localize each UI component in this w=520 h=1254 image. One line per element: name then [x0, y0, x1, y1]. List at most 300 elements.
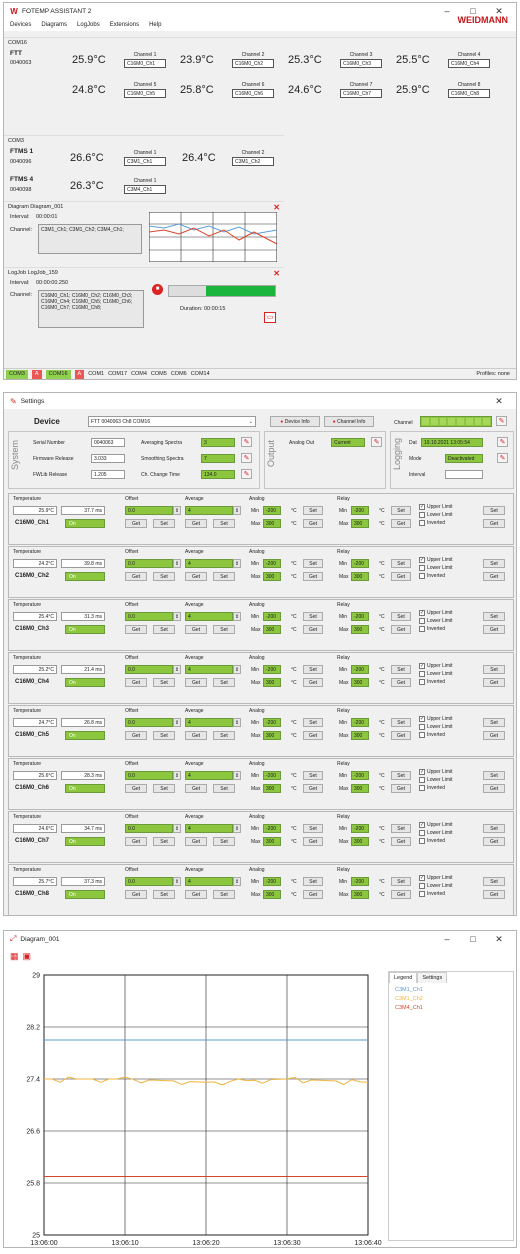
analog-max-unit: °C [291, 839, 297, 845]
menu-diagrams[interactable]: Diagrams [41, 22, 68, 28]
inverted-checkbox[interactable] [419, 838, 425, 844]
offset-get-button[interactable]: Get [125, 837, 147, 846]
relay-min-field[interactable]: -200 [351, 824, 369, 833]
average-label: Average [185, 496, 204, 502]
average-spinner[interactable]: ⇕ [234, 508, 240, 514]
average-get-button[interactable]: Get [185, 784, 207, 793]
relay-min-field[interactable]: -200 [351, 559, 369, 568]
analog-min-unit: °C [291, 879, 297, 885]
analog-min-label: Min [251, 667, 260, 673]
averaging-field[interactable]: 3 [201, 438, 235, 447]
ch-name[interactable]: C16M0_Ch3 [340, 59, 382, 68]
analog-min-field[interactable]: -200 [263, 718, 281, 727]
channel-on-toggle[interactable] [65, 890, 105, 899]
port-com17[interactable]: COM17 [108, 371, 128, 377]
channel-name: C16M0_Ch3 [15, 626, 50, 632]
analog-min-field[interactable]: -200 [263, 824, 281, 833]
average-field[interactable]: 4 [185, 612, 233, 621]
relay-set-button[interactable]: Set [391, 771, 411, 780]
lower-limit-checkbox[interactable] [419, 565, 425, 571]
menu-devices[interactable]: Devices [10, 22, 32, 28]
relay-mode-set-button[interactable]: Set [483, 559, 505, 568]
fwlib-label: FWLib Release [33, 472, 68, 478]
relay-get-button[interactable]: Get [391, 519, 411, 528]
offset-spinner[interactable]: ⇕ [174, 614, 180, 620]
x-tick-label: 13:06:20 [192, 1240, 220, 1247]
average-spinner[interactable]: ⇕ [234, 720, 240, 726]
channel-on-toggle[interactable] [65, 572, 105, 581]
offset-spinner[interactable]: ⇕ [174, 720, 180, 726]
relay-min-field[interactable]: -200 [351, 506, 369, 515]
tab-legend[interactable]: Legend [389, 972, 417, 983]
offset-field[interactable]: 0.0 [125, 877, 173, 886]
channel-info-button[interactable] [324, 416, 374, 427]
menu-logjobs[interactable]: LogJobs [77, 22, 100, 28]
inverted-checkbox[interactable] [419, 520, 425, 526]
analog-set-button[interactable]: Set [303, 824, 323, 833]
temperature-label: Temperature [13, 602, 42, 608]
relay-mode-get-button[interactable]: Get [483, 784, 505, 793]
relay-mode-get-button[interactable]: Get [483, 731, 505, 740]
device-name: FTT [10, 50, 22, 57]
relay-set-button[interactable]: Set [391, 612, 411, 621]
upper-limit-checkbox[interactable]: ✓ [420, 504, 425, 510]
close-logjob-icon[interactable]: ✕ [273, 269, 280, 278]
channel-on-toggle[interactable] [65, 784, 105, 793]
port-com4[interactable]: COM4 [131, 371, 147, 377]
offset-get-button[interactable]: Get [125, 572, 147, 581]
relay-label: Relay [337, 867, 350, 873]
relay-mode-get-button[interactable]: Get [483, 519, 505, 528]
ch-label: Channel 4 [457, 52, 481, 58]
x-tick-label: 13:06:10 [111, 1240, 139, 1247]
offset-get-button[interactable]: Get [125, 678, 147, 687]
menu-extensions[interactable]: Extensions [109, 22, 140, 28]
lower-limit-checkbox[interactable] [419, 671, 425, 677]
analog-set-button[interactable]: Set [303, 877, 323, 886]
average-label: Average [185, 761, 204, 767]
channel-selector[interactable] [420, 416, 492, 427]
diagram-channel-list: C3M1_Ch1; C3M1_Ch2; C3M4_Ch1; [38, 224, 142, 254]
logging-interval-field[interactable] [445, 470, 483, 479]
analog-get-button[interactable]: Get [303, 678, 323, 687]
system-group [8, 431, 260, 489]
analog-get-button[interactable]: Get [303, 784, 323, 793]
ch-name[interactable]: C16M0_Ch6 [232, 89, 274, 98]
average-get-button[interactable]: Get [185, 625, 207, 634]
diagram-preview[interactable] [149, 212, 277, 262]
relay-max-unit: °C [379, 574, 385, 580]
lower-limit-checkbox[interactable] [419, 618, 425, 624]
offset-spinner[interactable]: ⇕ [174, 667, 180, 673]
mode-label: Mode [409, 456, 422, 462]
device-info-button[interactable] [270, 416, 320, 427]
ch-name[interactable]: C16M0_Ch4 [448, 59, 490, 68]
diagram-minimize-icon[interactable]: – [444, 934, 450, 944]
average-get-button[interactable]: Get [185, 678, 207, 687]
relay-mode-set-button[interactable]: Set [483, 506, 505, 515]
relay-min-unit: °C [379, 879, 385, 885]
analog-min-label: Min [251, 561, 260, 567]
close-diagram-icon[interactable]: ✕ [273, 203, 280, 212]
offset-get-button[interactable]: Get [125, 890, 147, 899]
average-set-button[interactable]: Set [213, 519, 235, 528]
analog-max-unit: °C [291, 574, 297, 580]
ch-label: Channel 2 [241, 52, 265, 58]
upper-limit-checkbox[interactable]: ✓ [420, 875, 425, 881]
relay-mode-get-button[interactable]: Get [483, 837, 505, 846]
average-spinner[interactable]: ⇕ [234, 773, 240, 779]
smoothing-field[interactable]: 7 [201, 454, 235, 463]
average-set-button[interactable]: Set [213, 784, 235, 793]
offset-set-button[interactable]: Set [153, 890, 175, 899]
analog-max-field[interactable]: 300 [263, 784, 281, 793]
ftms1-ch2-temp: 26.4°C [182, 152, 216, 164]
channel-seg [422, 418, 429, 425]
offset-field[interactable]: 0.0 [125, 612, 173, 621]
relay-set-button[interactable]: Set [391, 665, 411, 674]
offset-spinner[interactable]: ⇕ [174, 561, 180, 567]
settings-close-icon[interactable]: ✕ [495, 395, 503, 406]
stop-logjob-icon[interactable]: ■ [152, 284, 163, 295]
inverted-checkbox[interactable] [419, 891, 425, 897]
inverted-checkbox[interactable] [419, 679, 425, 685]
lower-limit-checkbox[interactable] [419, 830, 425, 836]
ch-name[interactable]: C16M0_Ch7 [340, 89, 382, 98]
analog-min-unit: °C [291, 508, 297, 514]
channel-on-toggle[interactable] [65, 731, 105, 740]
relay-min-field[interactable]: -200 [351, 771, 369, 780]
averaging-edit-icon[interactable]: ✎ [241, 437, 252, 447]
analog-min-field[interactable]: -200 [263, 506, 281, 515]
channel-on-toggle[interactable] [65, 837, 105, 846]
ftms4-ch1-name[interactable]: C3M4_Ch1 [124, 185, 166, 194]
analog-set-button[interactable]: Set [303, 771, 323, 780]
relay-min-field[interactable]: -200 [351, 718, 369, 727]
analog-min-field[interactable]: -200 [263, 877, 281, 886]
relay-get-button[interactable]: Get [391, 837, 411, 846]
analog-set-button[interactable]: Set [303, 506, 323, 515]
average-label: Average [185, 655, 204, 661]
analog-max-field[interactable]: 300 [263, 572, 281, 581]
ch-name[interactable]: C16M0_Ch1 [124, 59, 166, 68]
relay-get-button[interactable]: Get [391, 572, 411, 581]
average-field[interactable]: 4 [185, 824, 233, 833]
relay-mode-set-button[interactable]: Set [483, 877, 505, 886]
dat-edit-icon[interactable]: ✎ [497, 437, 508, 447]
upper-limit-checkbox[interactable]: ✓ [420, 769, 425, 775]
relay-set-button[interactable]: Set [391, 824, 411, 833]
settings-title: Settings [20, 397, 45, 405]
profiles-status: Profiles: none [476, 371, 510, 377]
relay-set-button[interactable]: Set [391, 718, 411, 727]
relay-min-field[interactable]: -200 [351, 665, 369, 674]
on-label: On [69, 786, 76, 792]
lower-limit-checkbox[interactable] [419, 512, 425, 518]
relay-get-button[interactable]: Get [391, 678, 411, 687]
ch-temp: 25.9°C [72, 54, 106, 66]
average-set-button[interactable]: Set [213, 625, 235, 634]
average-set-button[interactable]: Set [213, 572, 235, 581]
offset-field[interactable]: 0.0 [125, 506, 173, 515]
save-icon[interactable]: ▣ [22, 951, 32, 961]
menu-help[interactable]: Help [149, 22, 162, 28]
relay-min-label: Min [339, 667, 348, 673]
analog-max-field[interactable]: 300 [263, 678, 281, 687]
offset-get-button[interactable]: Get [125, 731, 147, 740]
relay-mode-get-button[interactable]: Get [483, 625, 505, 634]
relay-max-field[interactable]: 300 [351, 731, 369, 740]
offset-spinner[interactable]: ⇕ [174, 826, 180, 832]
port-com16[interactable]: COM16 [46, 370, 71, 379]
relay-min-field[interactable]: -200 [351, 612, 369, 621]
relay-get-button[interactable]: Get [391, 890, 411, 899]
relay-mode-get-button[interactable]: Get [483, 678, 505, 687]
average-spinner[interactable]: ⇕ [234, 826, 240, 832]
analog-max-field[interactable]: 300 [263, 837, 281, 846]
temperature-value: 24.6°C [13, 824, 57, 833]
response-time: 26.8 ms [61, 718, 105, 727]
offset-spinner[interactable]: ⇕ [174, 508, 180, 514]
average-set-button[interactable]: Set [213, 731, 235, 740]
minimize-icon[interactable]: – [444, 6, 450, 16]
relay-min-field[interactable]: -200 [351, 877, 369, 886]
smoothing-edit-icon[interactable]: ✎ [241, 453, 252, 463]
analog-out-field[interactable]: Current [331, 438, 365, 447]
relay-min-unit: °C [379, 826, 385, 832]
inverted-checkbox[interactable] [419, 732, 425, 738]
relay-get-button[interactable]: Get [391, 625, 411, 634]
average-spinner[interactable]: ⇕ [234, 614, 240, 620]
offset-set-button[interactable]: Set [153, 519, 175, 528]
average-spinner[interactable]: ⇕ [234, 879, 240, 885]
upper-limit-checkbox[interactable]: ✓ [420, 716, 425, 722]
lower-limit-checkbox[interactable] [419, 883, 425, 889]
average-field[interactable]: 4 [185, 665, 233, 674]
lower-limit-checkbox[interactable] [419, 724, 425, 730]
analog-min-field[interactable]: -200 [263, 612, 281, 621]
ftms1-ch2-name[interactable]: C3M1_Ch2 [232, 157, 274, 166]
legend-item[interactable]: C3M1_Ch1 [395, 987, 423, 993]
average-field[interactable]: 4 [185, 506, 233, 515]
relay-mode-set-button[interactable]: Set [483, 665, 505, 674]
relay-mode-get-button[interactable]: Get [483, 890, 505, 899]
offset-spinner[interactable]: ⇕ [174, 879, 180, 885]
channel-edit-icon[interactable]: ✎ [496, 416, 507, 426]
mode-field[interactable]: Deactivated [445, 454, 483, 463]
port-com5[interactable]: COM5 [150, 371, 167, 377]
analog-get-button[interactable]: Get [303, 731, 323, 740]
average-get-button[interactable]: Get [185, 572, 207, 581]
analog-set-button[interactable]: Set [303, 718, 323, 727]
on-label: On [69, 839, 76, 845]
average-get-button[interactable]: Get [185, 837, 207, 846]
close-icon[interactable]: ✕ [495, 5, 503, 16]
relay-label: Relay [337, 708, 350, 714]
channel-on-toggle[interactable] [65, 678, 105, 687]
average-get-button[interactable]: Get [185, 731, 207, 740]
channel-on-toggle[interactable] [65, 519, 105, 528]
average-set-button[interactable]: Set [213, 678, 235, 687]
device-serial: 0040063 [10, 60, 32, 66]
export-icon[interactable]: ▦ [10, 951, 19, 961]
analog-set-button[interactable]: Set [303, 612, 323, 621]
relay-max-field[interactable]: 300 [351, 625, 369, 634]
analog-max-field[interactable]: 300 [263, 731, 281, 740]
relay-min-unit: °C [379, 561, 385, 567]
mode-edit-icon[interactable]: ✎ [497, 453, 508, 463]
offset-get-button[interactable]: Get [125, 625, 147, 634]
port-com6[interactable]: COM6 [170, 371, 187, 377]
relay-max-field[interactable]: 300 [351, 837, 369, 846]
analog-min-field[interactable]: -200 [263, 559, 281, 568]
offset-set-button[interactable]: Set [153, 572, 175, 581]
average-field[interactable]: 4 [185, 718, 233, 727]
analog-set-button[interactable]: Set [303, 665, 323, 674]
diagram-close-icon[interactable]: ✕ [495, 933, 503, 944]
average-get-button[interactable]: Get [185, 890, 207, 899]
fwlib-field: 1.205 [91, 470, 125, 479]
smoothing-label: Smoothing Spectra [141, 456, 184, 462]
offset-get-button[interactable]: Get [125, 784, 147, 793]
port-com3[interactable]: COM3 [6, 370, 28, 379]
relay-mode-get-button[interactable]: Get [483, 572, 505, 581]
relay-mode-set-button[interactable]: Set [483, 612, 505, 621]
relay-set-button[interactable]: Set [391, 506, 411, 515]
port-com3-state: A [32, 370, 42, 379]
offset-set-button[interactable]: Set [153, 625, 175, 634]
legend-item[interactable]: C3M1_Ch2 [395, 996, 423, 1002]
diagram-titlebar [4, 931, 516, 947]
chtime-field[interactable]: 134.0 [201, 470, 235, 479]
tab-settings[interactable]: Settings [417, 972, 447, 983]
relay-get-button[interactable]: Get [391, 784, 411, 793]
offset-set-button[interactable]: Set [153, 837, 175, 846]
ch-temp: 25.5°C [396, 54, 430, 66]
offset-set-button[interactable]: Set [153, 678, 175, 687]
relay-max-field[interactable]: 300 [351, 890, 369, 899]
inverted-label: Inverted [427, 891, 446, 897]
analog-max-label: Max [251, 680, 261, 686]
relay-set-button[interactable]: Set [391, 559, 411, 568]
analog-get-button[interactable]: Get [303, 837, 323, 846]
channel-label: Channel [394, 420, 413, 426]
analog-min-unit: °C [291, 561, 297, 567]
diagram-maximize-icon[interactable]: □ [470, 934, 476, 944]
analog-get-button[interactable]: Get [303, 519, 323, 528]
x-tick-label: 13:06:00 [30, 1240, 58, 1247]
ch-name[interactable]: C16M0_Ch8 [448, 89, 490, 98]
relay-mode-set-button[interactable]: Set [483, 718, 505, 727]
upper-limit-checkbox[interactable]: ✓ [420, 822, 425, 828]
average-field[interactable]: 4 [185, 771, 233, 780]
lower-limit-checkbox[interactable] [419, 777, 425, 783]
analog-out-edit-icon[interactable]: ✎ [371, 437, 382, 447]
ftms1-ch1-name[interactable]: C3M1_Ch1 [124, 157, 166, 166]
firmware-label: Firmware Release [33, 456, 74, 462]
maximize-icon[interactable]: □ [470, 6, 476, 16]
average-set-button[interactable]: Set [213, 837, 235, 846]
response-time: 37.7 ms [61, 506, 105, 515]
average-set-button[interactable]: Set [213, 890, 235, 899]
channel-name: C16M0_Ch8 [15, 891, 50, 897]
relay-max-field[interactable]: 300 [351, 784, 369, 793]
offset-field[interactable]: 0.0 [125, 559, 173, 568]
port-com14[interactable]: COM14 [190, 371, 210, 377]
analog-get-button[interactable]: Get [303, 890, 323, 899]
offset-field[interactable]: 0.0 [125, 771, 173, 780]
average-spinner[interactable]: ⇕ [234, 561, 240, 567]
analog-label: Analog [249, 814, 265, 820]
inverted-checkbox[interactable] [419, 785, 425, 791]
offset-field[interactable]: 0.0 [125, 665, 173, 674]
upper-limit-label: Upper Limit [427, 875, 453, 881]
offset-set-button[interactable]: Set [153, 731, 175, 740]
y-tick-label: 25 [32, 1232, 40, 1240]
serial-field: 0040063 [91, 438, 125, 447]
upper-limit-checkbox[interactable]: ✓ [420, 557, 425, 563]
ch-name[interactable]: C16M0_Ch2 [232, 59, 274, 68]
relay-mode-set-button[interactable]: Set [483, 824, 505, 833]
relay-get-button[interactable]: Get [391, 731, 411, 740]
average-get-button[interactable]: Get [185, 519, 207, 528]
relay-max-field[interactable]: 300 [351, 519, 369, 528]
analog-get-button[interactable]: Get [303, 625, 323, 634]
relay-min-unit: °C [379, 508, 385, 514]
average-spinner[interactable]: ⇕ [234, 667, 240, 673]
upper-limit-checkbox[interactable]: ✓ [420, 610, 425, 616]
analog-min-field[interactable]: -200 [263, 771, 281, 780]
channel-on-toggle[interactable] [65, 625, 105, 634]
ch-name[interactable]: C16M0_Ch5 [124, 89, 166, 98]
analog-max-label: Max [251, 733, 261, 739]
analog-set-button[interactable]: Set [303, 559, 323, 568]
diagram-chart[interactable] [4, 965, 384, 1248]
average-field[interactable]: 4 [185, 559, 233, 568]
analog-min-unit: °C [291, 667, 297, 673]
average-field[interactable]: 4 [185, 877, 233, 886]
chtime-edit-icon[interactable]: ✎ [241, 469, 252, 479]
relay-max-field[interactable]: 300 [351, 678, 369, 687]
offset-spinner[interactable]: ⇕ [174, 773, 180, 779]
inverted-checkbox[interactable] [419, 573, 425, 579]
settings-window [3, 392, 517, 916]
analog-max-field[interactable]: 300 [263, 519, 281, 528]
output-group [264, 431, 386, 489]
open-folder-icon[interactable]: ▭ [264, 312, 276, 323]
channel-settings-row [8, 652, 514, 704]
dat-field[interactable]: 19.10.2021 13:05:54 [421, 438, 483, 447]
offset-field[interactable]: 0.0 [125, 718, 173, 727]
offset-field[interactable]: 0.0 [125, 824, 173, 833]
upper-limit-checkbox[interactable]: ✓ [420, 663, 425, 669]
inverted-label: Inverted [427, 732, 446, 738]
offset-set-button[interactable]: Set [153, 784, 175, 793]
analog-min-field[interactable]: -200 [263, 665, 281, 674]
offset-get-button[interactable]: Get [125, 519, 147, 528]
analog-max-field[interactable]: 300 [263, 625, 281, 634]
device-select[interactable] [88, 416, 256, 427]
legend-item[interactable]: C3M4_Ch1 [395, 1005, 423, 1011]
relay-mode-set-button[interactable]: Set [483, 771, 505, 780]
analog-max-unit: °C [291, 892, 297, 898]
port-com1[interactable]: COM1 [88, 371, 105, 377]
analog-get-button[interactable]: Get [303, 572, 323, 581]
relay-set-button[interactable]: Set [391, 877, 411, 886]
inverted-checkbox[interactable] [419, 626, 425, 632]
analog-max-field[interactable]: 300 [263, 890, 281, 899]
relay-max-field[interactable]: 300 [351, 572, 369, 581]
